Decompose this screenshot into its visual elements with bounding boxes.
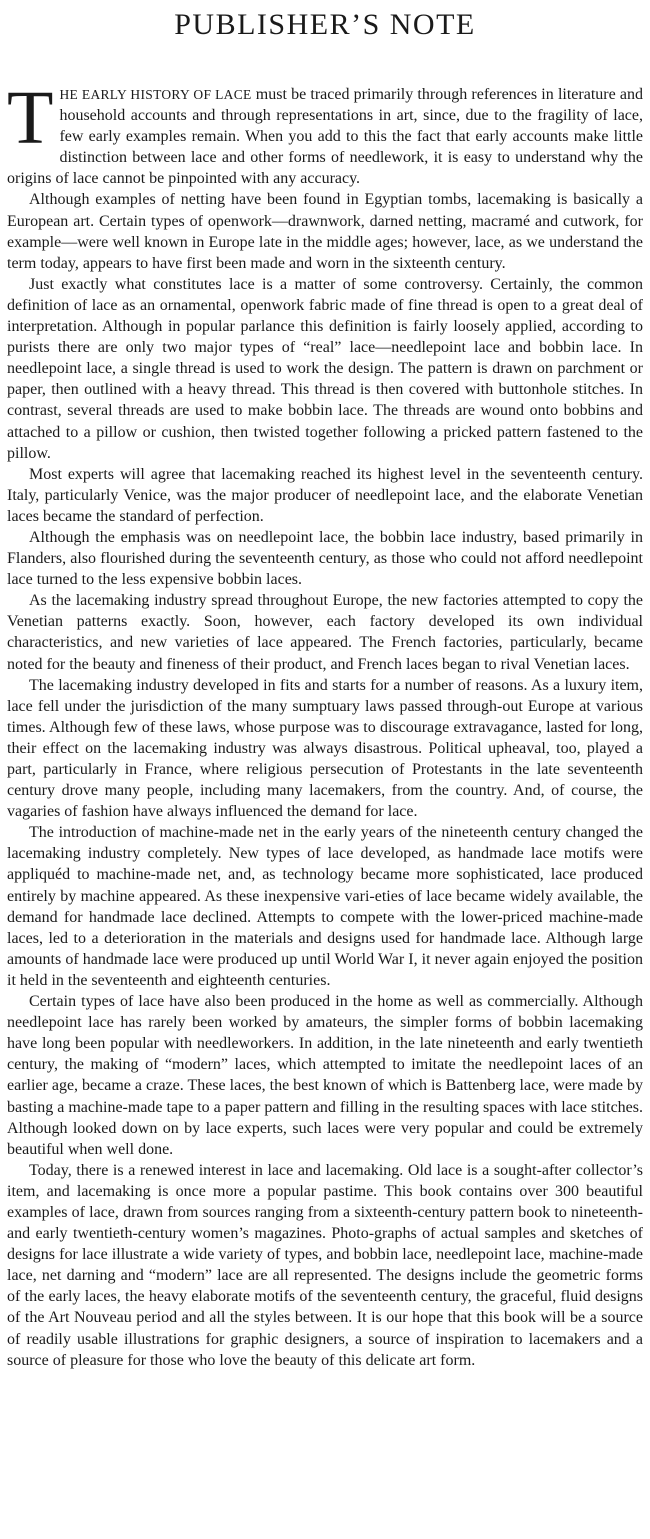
- document-page: [7, 0, 643, 1371]
- intro-text: must be traced primarily through references in literature and household accounts and through representations in art, since, due to the fragility of lace, few early examples remain. When you add to this the fact that early accounts make little distinction between lace and other forms of needlework, it is easy to understand why the origins of lace cannot be pinpointed with any accuracy.: [7, 86, 643, 188]
- paragraph: As the lacemaking industry spread throughout Europe, the new factories attempted to copy the Venetian patterns exactly. Soon, however, each factory developed its own individual characteristics, and new varieties of lace appeared. The French factories, particularly, became noted for the beauty and fineness of their product, and French laces began to rival Venetian laces.: [7, 592, 643, 673]
- paragraph: Although the emphasis was on needlepoint lace, the bobbin lace industry, based primarily in Flanders, also flourished during the seventeenth century, as those who could not afford needlepoint lace turned to the less expensive bobbin laces.: [7, 528, 643, 589]
- paragraph-intro: [7, 76, 643, 189]
- paragraph: Although examples of netting have been found in Egyptian tombs, lacemaking is basically a European art. Certain types of openwork—drawnwork, darned netting, macramé and cutwork, for example—were well known in Europe late in the middle ages; however, lace, as we understand the term today, appears to have first been made and worn in the sixteenth century.: [7, 191, 643, 272]
- paragraph: Most experts will agree that lacemaking reached its highest level in the seventeenth century. Italy, particularly Venice, was the major producer of needlepoint lace, and the elaborate Venetian laces became the standard of perfection.: [7, 465, 643, 525]
- paragraph: The introduction of machine-made net in the early years of the nineteenth century changed the lacemaking industry completely. New types of lace developed, as handmade lace motifs were appliquéd to machine-made net, and, as technology became more sophisticated, lace produced entirely by machine appeared. As these inexpensive vari-eties of lace became widely available, the demand for handmade lace declined. Attempts to compete with the lower-priced machine-made laces, led to a deterioration in the materials and designs used for handmade lace. Although large amounts of handmade lace were produced up until World War I, it never again enjoyed the position it held in the seventeenth and eighteenth centuries.: [7, 824, 643, 989]
- paragraph: The lacemaking industry developed in fits and starts for a number of reasons. As a luxury item, lace fell under the jurisdiction of the many sumptuary laws passed through-out Europe at various times. Although few of these laws, whose purpose was to discourage extravagance, lasted for long, their effect on the lacemaking industry was always disastrous. Political upheaval, too, played a part, particularly in France, where religious persecution of Protestants in the late seventeenth century drove many people, including many lacemakers, from the country. And, of course, the vagaries of fashion have always influenced the demand for lace.: [7, 676, 643, 821]
- note-body: [7, 76, 643, 1371]
- paragraph: Certain types of lace have also been produced in the home as well as commercially. Although needlepoint lace has rarely been worked by amateurs, the simpler forms of bobbin lacemaking have long been popular with needleworkers. In addition, in the late nineteenth and early twentieth century, the making of “modern” laces, which attempted to imitate the needlepoint laces of an earlier age, became a craze. These laces, the best known of which is Battenberg lace, were made by basting a machine-made tape to a paper pattern and filling in the resulting spaces with lace stitches. Although looked down on by lace experts, such laces were very popular and could be extremely beautiful when well done.: [7, 993, 643, 1158]
- lead-in-small-caps: HE EARLY HISTORY OF LACE: [59, 87, 252, 102]
- paragraph: Just exactly what constitutes lace is a matter of some controversy. Certainly, the common definition of lace as an ornamental, openwork fabric made of fine thread is open to a great deal of interpretation. Although in popular parlance this definition is fairly loosely applied, according to purists there are only two major types of “real” lace—needlepoint lace and bobbin lace. In needlepoint lace, a single thread is used to work the design. The pattern is drawn on parchment or paper, then outlined with a heavy thread. This thread is then covered with buttonhole stitches. In contrast, several threads are used to make bobbin lace. The threads are wound onto bobbins and attached to a pillow or cushion, then twisted together following a pricked pattern fastened to the pillow.: [7, 275, 643, 462]
- drop-cap: T: [7, 76, 54, 160]
- paragraph: Today, there is a renewed interest in lace and lacemaking. Old lace is a sought-after collector’s item, and lacemaking is once more a popular pastime. This book contains over 300 beautiful examples of lace, drawn from sources ranging from a sixteenth-century pattern book to nineteenth- and early twentieth-century women’s magazines. Photo-graphs of actual samples and sketches of designs for lace illustrate a wide variety of types, and bobbin lace, needlepoint lace, machine-made lace, net darning and “modern” lace are all represented. The designs include the geometric forms of the early laces, the heavy elaborate motifs of the seventeenth century, the graceful, fluid designs of the Art Nouveau period and all the styles between. It is our hope that this book will be a source of readily usable illustrations for graphic designers, a source of inspiration to lacemakers and a source of pleasure for those who love the beauty of this delicate art form.: [7, 1161, 643, 1369]
- page-title: PUBLISHER’S NOTE: [174, 8, 476, 41]
